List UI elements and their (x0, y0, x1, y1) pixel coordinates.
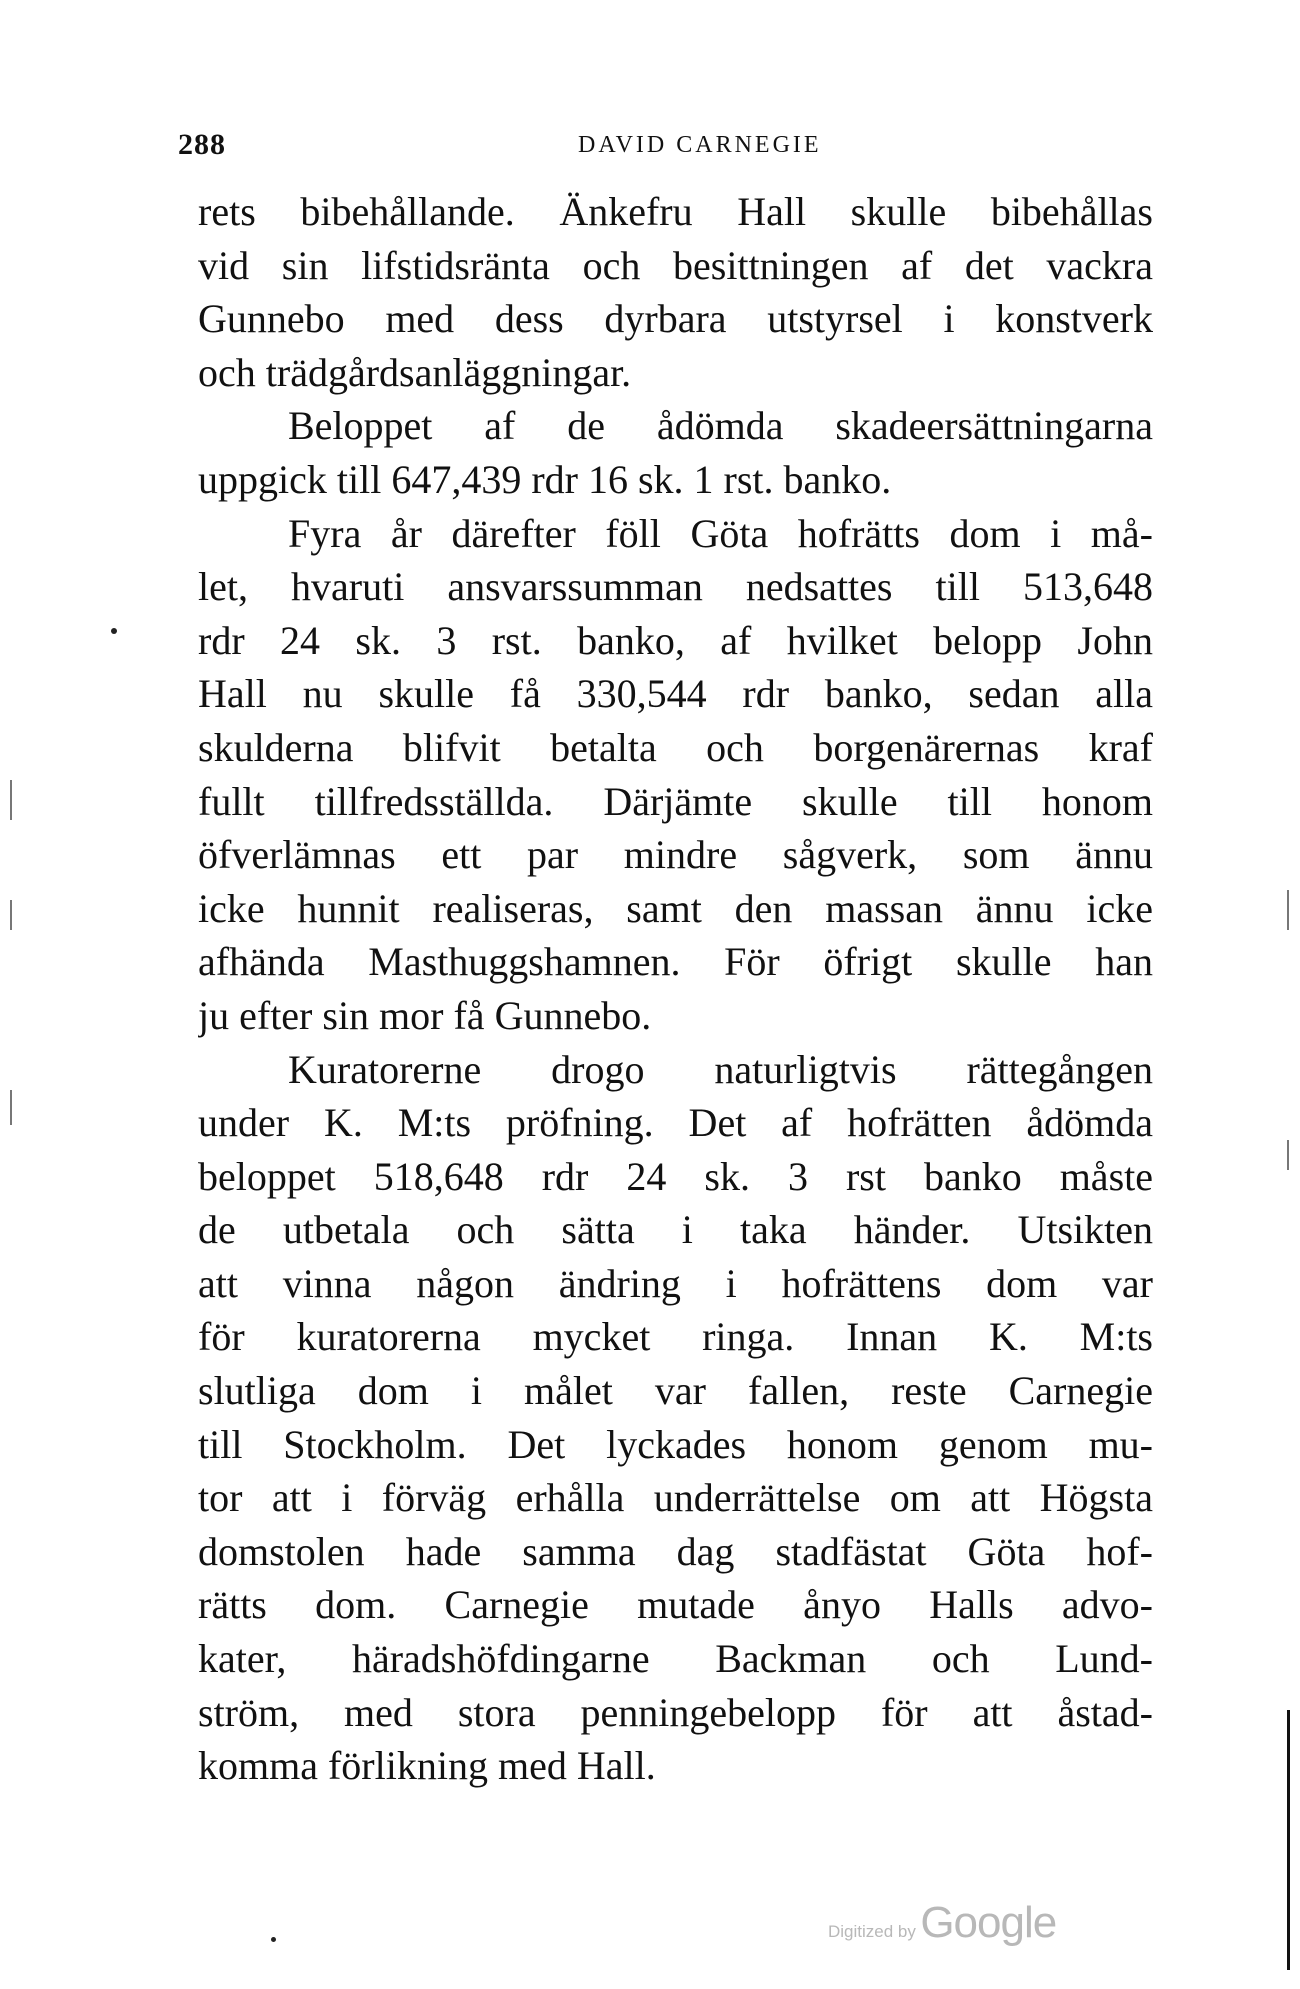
body-text (198, 185, 1153, 1793)
scan-speck (271, 1937, 276, 1942)
digitized-watermark (828, 1898, 1056, 1948)
margin-mark (1287, 890, 1289, 930)
page-number: 288 (178, 128, 226, 161)
text-line: för kuratorerna mycket ringa. Innan K. M:ts (198, 1314, 1153, 1360)
text-line: domstolen hade samma dag stadfästat Göta hof- (198, 1528, 1153, 1574)
text-line: slutliga dom i målet var fallen, reste Carnegie (198, 1368, 1153, 1414)
text-line: rdr 24 sk. 3 rst. banko, af hvilket belopp John (198, 617, 1153, 663)
text-line: kater, häradshöfdingarne Backman och Lund- (198, 1636, 1153, 1682)
page-header (178, 128, 1153, 168)
text-line: rätts dom. Carnegie mutade ånyo Halls advo- (198, 1582, 1153, 1628)
text-line: fullt tillfredsställda. Därjämte skulle till honom (198, 778, 1153, 824)
text-line: Hall nu skulle få 330,544 rdr banko, sedan alla (198, 671, 1153, 717)
running-head: DAVID CARNEGIE (578, 132, 822, 158)
google-logo: Google (920, 1898, 1057, 1947)
text-line: att vinna någon ändring i hofrättens dom var (198, 1260, 1153, 1306)
text-line: de utbetala och sätta i taka händer. Utsikten (198, 1207, 1153, 1253)
text-line: Gunnebo med dess dyrbara utstyrsel i konstverk (198, 296, 1153, 342)
text-line: beloppet 518,648 rdr 24 sk. 3 rst banko måste (198, 1153, 1153, 1199)
text-line: under K. M:ts pröfning. Det af hofrätten ådömda (198, 1100, 1153, 1146)
text-line: vid sin lifstidsränta och besittningen af det vackra (198, 242, 1153, 288)
text-line: let, hvaruti ansvarssumman nedsattes till 513,648 (198, 564, 1153, 610)
text-line: Kuratorerne drogo naturligtvis rättegången (288, 1046, 1153, 1092)
margin-mark (1287, 1140, 1289, 1170)
text-line: tor att i förväg erhålla underrättelse om att Högsta (198, 1475, 1153, 1521)
text-line: skulderna blifvit betalta och borgenärernas kraf (198, 724, 1153, 770)
margin-mark (10, 900, 12, 930)
margin-mark (10, 1090, 12, 1125)
text-line: uppgick till 647,439 rdr 16 sk. 1 rst. banko. (198, 456, 892, 502)
page-edge-line (1287, 1710, 1290, 1970)
text-line: till Stockholm. Det lyckades honom genom mu- (198, 1421, 1153, 1467)
text-line: icke hunnit realiseras, samt den massan ännu icke (198, 885, 1153, 931)
text-line: ju efter sin mor få Gunnebo. (198, 992, 652, 1038)
text-line: och trädgårdsanläggningar. (198, 349, 632, 395)
text-line: ström, med stora penningebelopp för att åstad- (198, 1689, 1153, 1735)
text-line: öfverlämnas ett par mindre sågverk, som ännu (198, 832, 1153, 878)
text-line: rets bibehållande. Änkefru Hall skulle bibehållas (198, 189, 1153, 234)
text-line: Fyra år därefter föll Göta hofrätts dom i må- (288, 510, 1153, 556)
digitized-label: Digitized by (828, 1922, 916, 1941)
text-line: afhända Masthuggshamnen. För öfrigt skulle han (198, 939, 1153, 985)
scan-speck (111, 628, 117, 634)
text-line: Beloppet af de ådömda skadeersättningarna (288, 403, 1153, 449)
margin-mark (10, 780, 12, 820)
text-line: komma förlikning med Hall. (198, 1743, 656, 1789)
